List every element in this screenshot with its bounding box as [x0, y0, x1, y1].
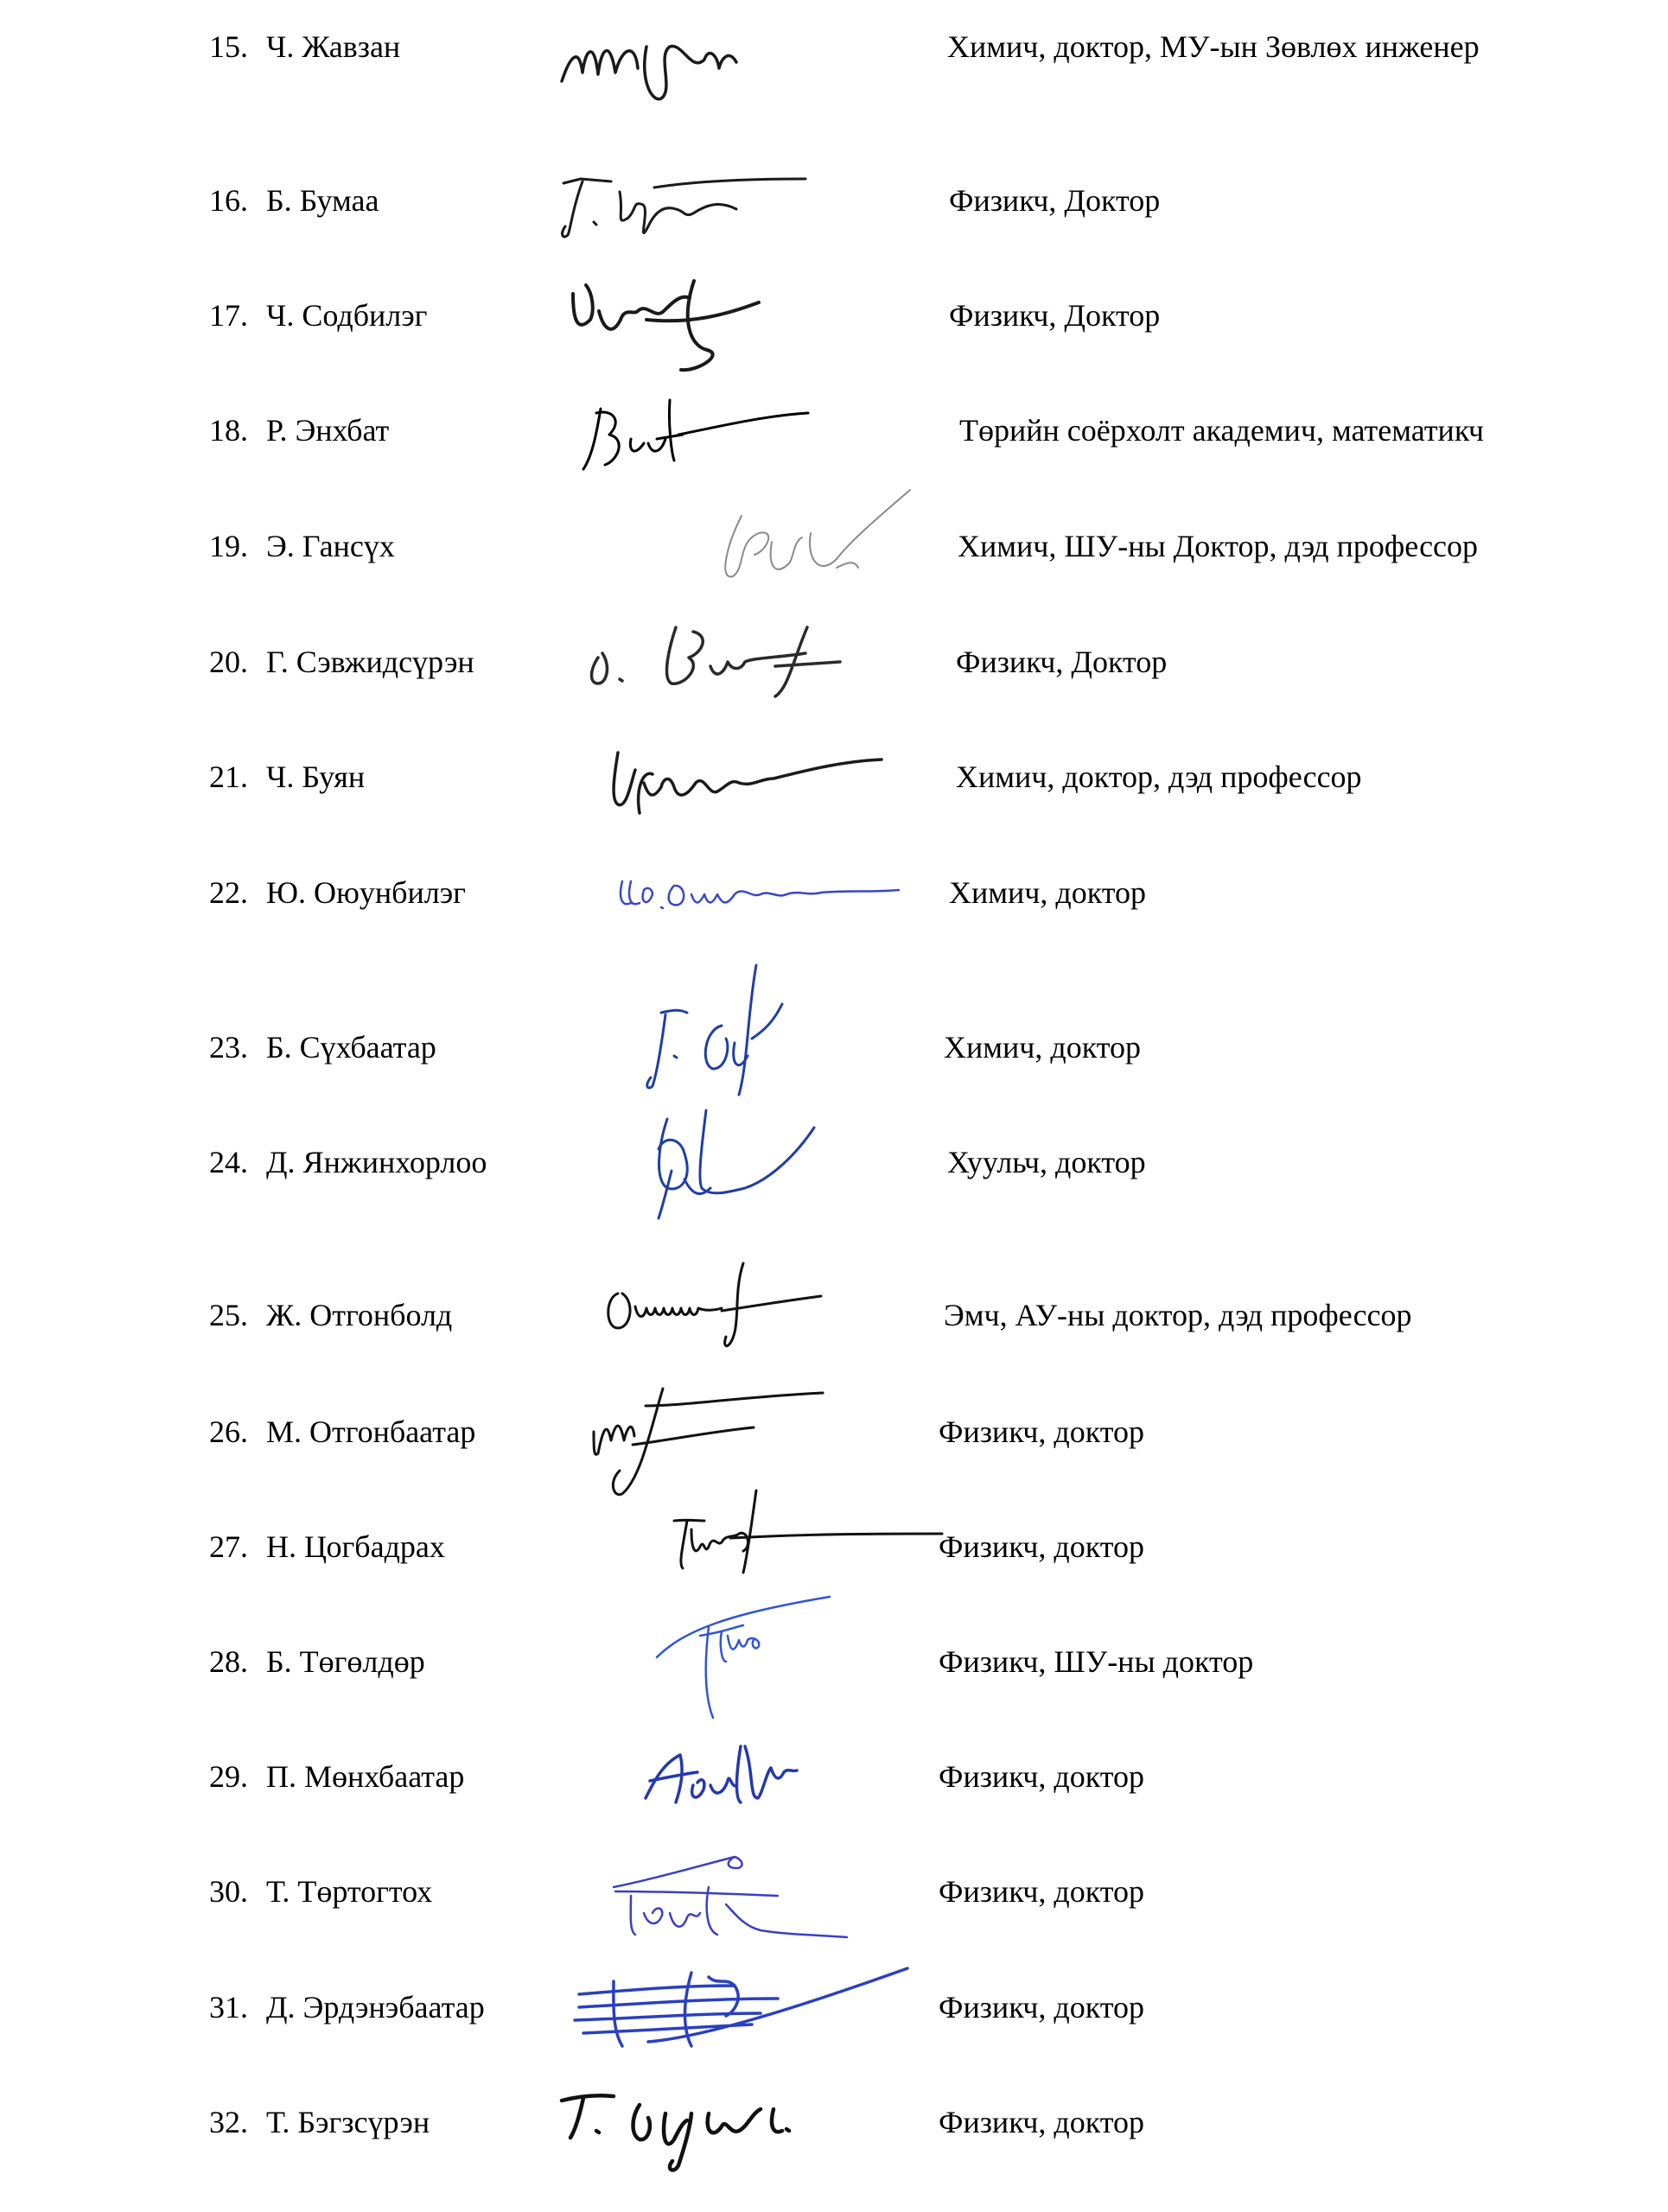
- signatory-row-28: [0, 1644, 1668, 1748]
- signature-image: [605, 1844, 864, 1956]
- signatory-name: Ж. Отгонболд: [266, 1298, 453, 1332]
- signatory-name: Б. Сүхбаатар: [266, 1030, 436, 1065]
- signatory-title: Физикч, доктор: [939, 1990, 1144, 2024]
- signature-image: [635, 961, 825, 1108]
- signatory-name: Г. Сэвжидсүрэн: [266, 645, 474, 679]
- signatory-name: Н. Цогбадрах: [266, 1529, 445, 1564]
- signatory-title: Физикч, ШУ-ны доктор: [939, 1644, 1254, 1679]
- signatory-row-24: [0, 1145, 1668, 1249]
- signatory-name: П. Мөнхбаатар: [266, 1759, 465, 1794]
- row-number: 19.: [209, 529, 248, 563]
- signatory-row-31: [0, 1990, 1668, 2094]
- signature-image: [546, 166, 823, 261]
- signatory-name: Р. Энхбат: [266, 413, 390, 448]
- signatory-title: Физикч, доктор: [939, 2105, 1144, 2139]
- signatory-title: Физикч, доктор: [939, 1414, 1144, 1449]
- row-number: 17.: [209, 298, 248, 333]
- signatory-title: Химич, доктор, МУ-ын Зөвлөх инженер: [947, 29, 1480, 64]
- signatory-name: Б. Бумаа: [266, 183, 379, 218]
- signature-image: [657, 1486, 942, 1590]
- signature-image: [553, 2079, 847, 2183]
- row-number: 26.: [209, 1414, 248, 1449]
- signature-image: [575, 391, 817, 478]
- signature-image: [633, 1093, 840, 1231]
- signatory-name: Ч. Жавзан: [266, 29, 401, 64]
- signatory-row-19: [0, 529, 1668, 632]
- signature-image: [614, 868, 907, 929]
- row-number: 25.: [209, 1298, 248, 1332]
- signatory-row-15: [0, 29, 1668, 133]
- signatory-row-16: [0, 183, 1668, 287]
- signature-image: [581, 619, 866, 714]
- signatory-row-22: [0, 875, 1668, 979]
- row-number: 31.: [209, 1990, 248, 2024]
- signatory-title: Хуульч, доктор: [947, 1145, 1146, 1179]
- signature-image: [560, 268, 802, 380]
- signatory-row-17: [0, 298, 1668, 402]
- signature-image: [596, 1255, 838, 1367]
- row-number: 28.: [209, 1644, 248, 1679]
- signatory-name: Ч. Буян: [266, 760, 366, 794]
- signature-image: [562, 1951, 916, 2063]
- signature-image: [633, 1720, 831, 1824]
- signatory-name: Б. Төгөлдөр: [266, 1644, 425, 1679]
- row-number: 20.: [209, 645, 248, 679]
- row-number: 23.: [209, 1030, 248, 1065]
- signatory-title: Физикч, Доктор: [956, 645, 1168, 679]
- signature-image: [601, 735, 894, 830]
- signature-image: [648, 1592, 847, 1722]
- signatory-title: Эмч, АУ-ны доктор, дэд профессор: [944, 1298, 1412, 1332]
- signatory-title: Физикч, Доктор: [949, 298, 1161, 333]
- signatory-name: Д. Янжинхорлоо: [266, 1145, 487, 1179]
- row-number: 22.: [209, 875, 248, 910]
- signatory-title: Физикч, доктор: [939, 1874, 1144, 1909]
- signatory-title: Физикч, Доктор: [949, 183, 1161, 218]
- signatory-name: М. Отгонбаатар: [266, 1414, 476, 1449]
- signatory-row-32: [0, 2105, 1668, 2209]
- signatory-name: Ч. Содбилэг: [266, 298, 428, 333]
- signatory-title: Химич, ШУ-ны Доктор, дэд профессор: [958, 529, 1479, 563]
- signatory-title: Физикч, доктор: [939, 1529, 1144, 1564]
- signatory-name: Ю. Оюунбилэг: [266, 875, 466, 910]
- signatory-title: Химич, доктор: [949, 875, 1147, 910]
- signatory-name: Д. Эрдэнэбаатар: [266, 1990, 485, 2024]
- signatory-row-20: [0, 645, 1668, 748]
- signatory-title: Төрийн соёрхолт академич, математикч: [959, 413, 1485, 448]
- signatory-title: Физикч, доктор: [939, 1759, 1144, 1794]
- row-number: 32.: [209, 2105, 248, 2139]
- signatory-row-21: [0, 760, 1668, 863]
- row-number: 29.: [209, 1759, 248, 1794]
- row-number: 27.: [209, 1529, 248, 1564]
- row-number: 18.: [209, 413, 248, 448]
- signatory-name: Т. Бэгзсүрэн: [266, 2105, 430, 2139]
- signature-image: [553, 21, 812, 116]
- row-number: 21.: [209, 760, 248, 794]
- row-number: 16.: [209, 183, 248, 218]
- signatory-name: Т. Төртогтох: [266, 1874, 433, 1909]
- signatory-title: Химич, доктор, дэд профессор: [956, 760, 1362, 794]
- row-number: 24.: [209, 1145, 248, 1179]
- row-number: 30.: [209, 1874, 248, 1909]
- signatory-name: Э. Гансүх: [266, 529, 395, 563]
- signature-image: [707, 481, 932, 594]
- row-number: 15.: [209, 29, 248, 64]
- signatory-title: Химич, доктор: [944, 1030, 1142, 1065]
